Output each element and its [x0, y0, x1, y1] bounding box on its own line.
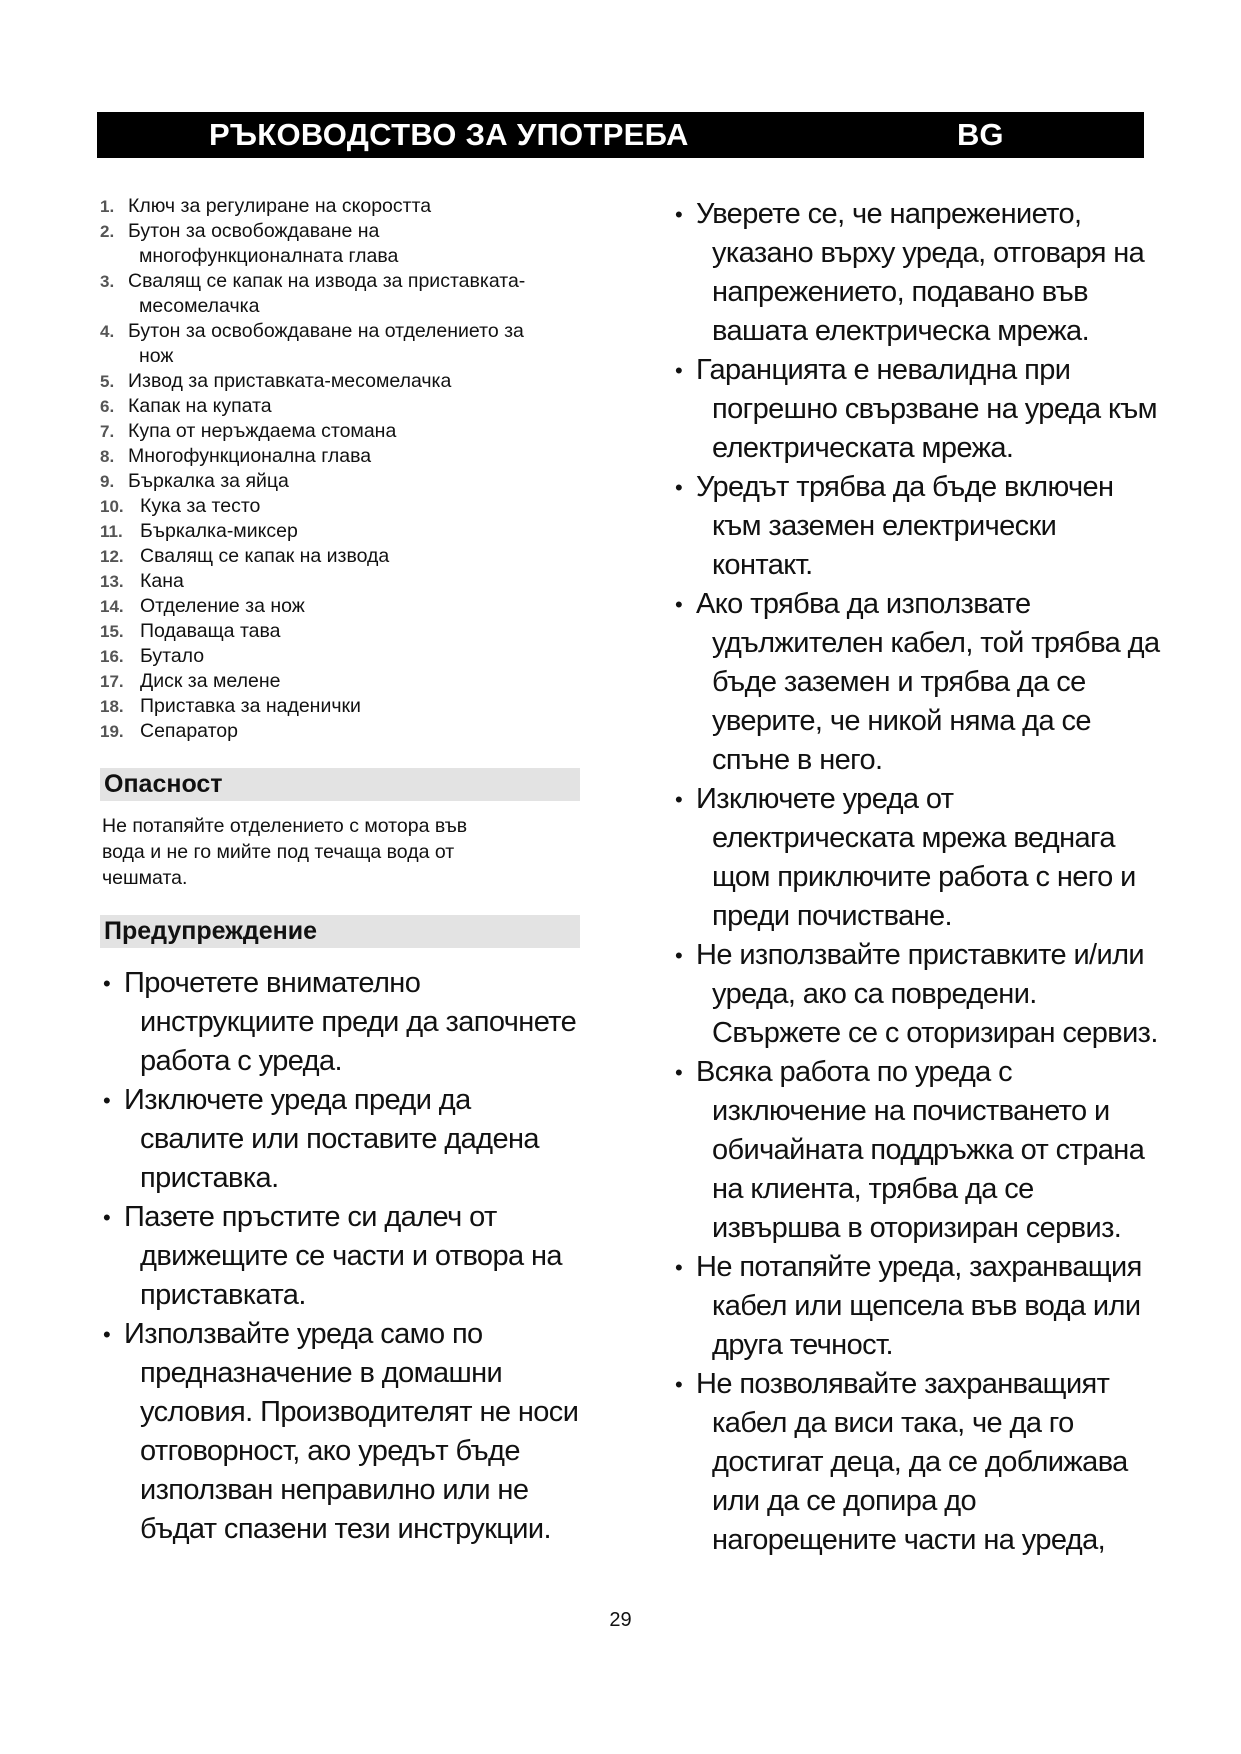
parts-list-item — [100, 569, 580, 594]
left-column — [100, 194, 580, 1549]
bullet-line: контакт. — [712, 549, 813, 581]
bullet-item — [672, 1248, 1172, 1365]
danger-text-line: Не потапяйте отделението с мотора във — [102, 815, 468, 837]
bullet-line: уверите, че никой няма да се — [712, 705, 1091, 737]
parts-item-label: Извод за приставката-месомелачка — [128, 370, 452, 392]
parts-item-label: Кана — [140, 570, 184, 592]
parts-list-item — [100, 194, 580, 219]
parts-item-number: 14. — [100, 597, 124, 616]
bullet-line: указано върху уреда, отговаря на — [712, 237, 1145, 269]
bullet-item — [672, 585, 1172, 780]
parts-item-label: Сепаратор — [140, 720, 238, 742]
parts-item-label: Бутон за освобождаване на — [128, 220, 380, 242]
parts-item-number: 15. — [100, 622, 124, 641]
bullet-item — [672, 1365, 1172, 1560]
parts-item-number: 9. — [100, 472, 115, 491]
parts-list — [100, 194, 580, 744]
parts-item-label: Ключ за регулиране на скоростта — [128, 195, 432, 217]
parts-item-label: Многофункционална глава — [128, 445, 372, 467]
bullet-line: щом приключите работа с него и — [712, 861, 1136, 893]
bullet-line: приставката. — [140, 1279, 306, 1311]
bullet-line: Не потапяйте уреда, захранващия — [696, 1251, 1142, 1283]
bullet-line: Прочетете внимателно — [124, 967, 421, 999]
bullet-line: условия. Производителят не носи — [140, 1396, 579, 1428]
parts-item-label: Бутон за освобождаване на отделението за — [128, 320, 524, 342]
parts-item-label: нож — [139, 345, 174, 367]
danger-heading: Опасност — [100, 768, 580, 801]
parts-item-number: 13. — [100, 572, 124, 591]
bullet-line: свалите или поставите дадена — [140, 1123, 539, 1155]
danger-text — [102, 813, 542, 891]
bullet-line: Не използвайте приставките и/или — [696, 939, 1145, 971]
parts-list-item — [100, 419, 580, 444]
parts-list-item — [100, 469, 580, 494]
bullet-item — [672, 780, 1172, 936]
bullet-line: кабел или щепсела във вода или — [712, 1290, 1141, 1322]
parts-list-item — [100, 444, 580, 469]
parts-item-number: 3. — [100, 272, 115, 291]
parts-list-item — [100, 619, 580, 644]
bullet-item — [100, 1315, 580, 1549]
bullet-dot-icon: • — [675, 202, 683, 227]
bullet-line: кабел да виси така, че да го — [712, 1407, 1074, 1439]
bullet-dot-icon: • — [675, 787, 683, 812]
bullet-line: Изключете уреда от — [696, 783, 954, 815]
bullet-line: Изключете уреда преди да — [124, 1084, 471, 1116]
bullet-line: бъде заземен и трябва да се — [712, 666, 1086, 698]
bullet-line: спъне в него. — [712, 744, 883, 776]
bullet-line: преди почистване. — [712, 900, 952, 932]
parts-item-label: многофункционалната глава — [139, 245, 399, 267]
danger-text-line: чешмата. — [102, 867, 188, 889]
bullet-item — [672, 468, 1172, 585]
parts-item-number: 8. — [100, 447, 115, 466]
bullet-line: бъдат спазени тези инструкции. — [140, 1513, 551, 1545]
parts-list-item — [100, 719, 580, 744]
parts-item-number: 2. — [100, 222, 115, 241]
parts-item-label: Бъркалка за яйца — [128, 470, 289, 492]
bullet-line: Всяка работа по уреда с — [696, 1056, 1013, 1088]
bullet-line: или да се допира до — [712, 1485, 977, 1517]
right-bullet-list — [672, 195, 1172, 1560]
bullet-line: движещите се части и отвора на — [140, 1240, 562, 1272]
bullet-line: инструкциите преди да започнете — [140, 1006, 577, 1038]
bullet-item — [100, 964, 580, 1081]
bullet-line: използван неправилно или не — [140, 1474, 529, 1506]
parts-item-label: Бутало — [140, 645, 205, 667]
bullet-dot-icon: • — [103, 971, 111, 996]
parts-list-item — [100, 519, 580, 544]
bullet-dot-icon: • — [675, 592, 683, 617]
warning-heading: Предупреждение — [100, 915, 580, 948]
bullet-line: към заземен електрически — [712, 510, 1057, 542]
bullet-line: на клиента, трябва да се — [712, 1173, 1034, 1205]
bullet-dot-icon: • — [675, 1255, 683, 1280]
parts-list-item — [100, 594, 580, 619]
parts-list-item — [100, 669, 580, 694]
bullet-line: изключение на почистването и — [712, 1095, 1110, 1127]
parts-list-item — [100, 694, 580, 719]
bullet-line: Не позволявайте захранващият — [696, 1368, 1110, 1400]
parts-list-item — [100, 219, 580, 269]
parts-item-number: 12. — [100, 547, 124, 566]
bullet-line: удължителен кабел, той трябва да — [712, 627, 1160, 659]
bullet-line: Използвайте уреда само по — [124, 1318, 483, 1350]
bullet-dot-icon: • — [103, 1205, 111, 1230]
bullet-line: електрическата мрежа веднага — [712, 822, 1115, 854]
bullet-dot-icon: • — [103, 1322, 111, 1347]
language-code: BG — [957, 117, 1004, 152]
bullet-dot-icon: • — [103, 1088, 111, 1113]
bullet-line: вашата електрическа мрежа. — [712, 315, 1090, 347]
parts-item-label: Свалящ се капак на извода — [140, 545, 390, 567]
bullet-item — [672, 936, 1172, 1053]
parts-item-label: Приставка за наденички — [140, 695, 361, 717]
danger-text-line: вода и не го мийте под течаща вода от — [102, 841, 455, 863]
bullet-dot-icon: • — [675, 1372, 683, 1397]
right-column — [672, 195, 1172, 1560]
parts-item-number: 11. — [100, 522, 123, 541]
bullet-line: извършва в оторизиран сервиз. — [712, 1212, 1122, 1244]
parts-item-label: месомелачка — [139, 295, 260, 317]
page-title: РЪКОВОДСТВО ЗА УПОТРЕБА — [209, 117, 689, 152]
bullet-line: предназначение в домашни — [140, 1357, 503, 1389]
bullet-dot-icon: • — [675, 943, 683, 968]
header-bar — [97, 112, 1144, 158]
parts-list-item — [100, 394, 580, 419]
parts-item-label: Диск за мелене — [140, 670, 281, 692]
bullet-line: работа с уреда. — [140, 1045, 342, 1077]
parts-item-number: 16. — [100, 647, 124, 666]
parts-item-number: 7. — [100, 422, 115, 441]
bullet-line: нагорещените части на уреда, — [712, 1524, 1106, 1556]
parts-item-label: Кука за тесто — [140, 495, 261, 517]
parts-item-number: 19. — [100, 722, 124, 741]
parts-list-item — [100, 644, 580, 669]
bullet-line: друга течност. — [712, 1329, 893, 1361]
bullet-line: Гаранцията е невалидна при — [696, 354, 1071, 386]
parts-item-number: 17. — [100, 672, 124, 691]
bullet-dot-icon: • — [675, 1060, 683, 1085]
parts-item-label: Подаваща тава — [140, 620, 281, 642]
parts-item-number: 1. — [100, 197, 115, 216]
parts-item-number: 5. — [100, 372, 115, 391]
bullet-line: електрическата мрежа. — [712, 432, 1014, 464]
bullet-line: достигат деца, да се доближава — [712, 1446, 1128, 1478]
bullet-item — [100, 1081, 580, 1198]
parts-item-number: 6. — [100, 397, 115, 416]
parts-item-number: 4. — [100, 322, 115, 341]
bullet-dot-icon: • — [675, 358, 683, 383]
parts-item-number: 10. — [100, 497, 124, 516]
page-number: 29 — [609, 1609, 632, 1631]
bullet-line: обичайната поддръжка от страна — [712, 1134, 1145, 1166]
parts-list-item — [100, 544, 580, 569]
bullet-item — [672, 1053, 1172, 1248]
bullet-dot-icon: • — [675, 475, 683, 500]
bullet-item — [672, 351, 1172, 468]
parts-item-label: Отделение за нож — [140, 595, 305, 617]
bullet-line: Свържете се с оторизиран сервиз. — [712, 1017, 1158, 1049]
parts-list-item — [100, 319, 580, 369]
bullet-line: Ако трябва да използвате — [696, 588, 1031, 620]
parts-list-item — [100, 369, 580, 394]
parts-list-item — [100, 269, 580, 319]
left-bullet-list — [100, 964, 580, 1549]
bullet-line: отговорност, ако уредът бъде — [140, 1435, 520, 1467]
bullet-line: уреда, ако са повредени. — [712, 978, 1037, 1010]
bullet-line: погрешно свързване на уреда към — [712, 393, 1157, 425]
bullet-item — [672, 195, 1172, 351]
bullet-line: Уредът трябва да бъде включен — [696, 471, 1114, 503]
bullet-line: Пазете пръстите си далеч от — [124, 1201, 497, 1233]
parts-item-label: Капак на купата — [128, 395, 272, 417]
bullet-line: Уверете се, че напрежението, — [696, 198, 1082, 230]
parts-item-label: Купа от неръждаема стомана — [128, 420, 397, 442]
bullet-line: напрежението, подавано във — [712, 276, 1088, 308]
parts-list-item — [100, 494, 580, 519]
parts-item-label: Свалящ се капак на извода за приставката- — [128, 270, 526, 292]
bullet-line: приставка. — [140, 1162, 279, 1194]
parts-item-label: Бъркалка-миксер — [140, 520, 298, 542]
bullet-item — [100, 1198, 580, 1315]
parts-item-number: 18. — [100, 697, 124, 716]
